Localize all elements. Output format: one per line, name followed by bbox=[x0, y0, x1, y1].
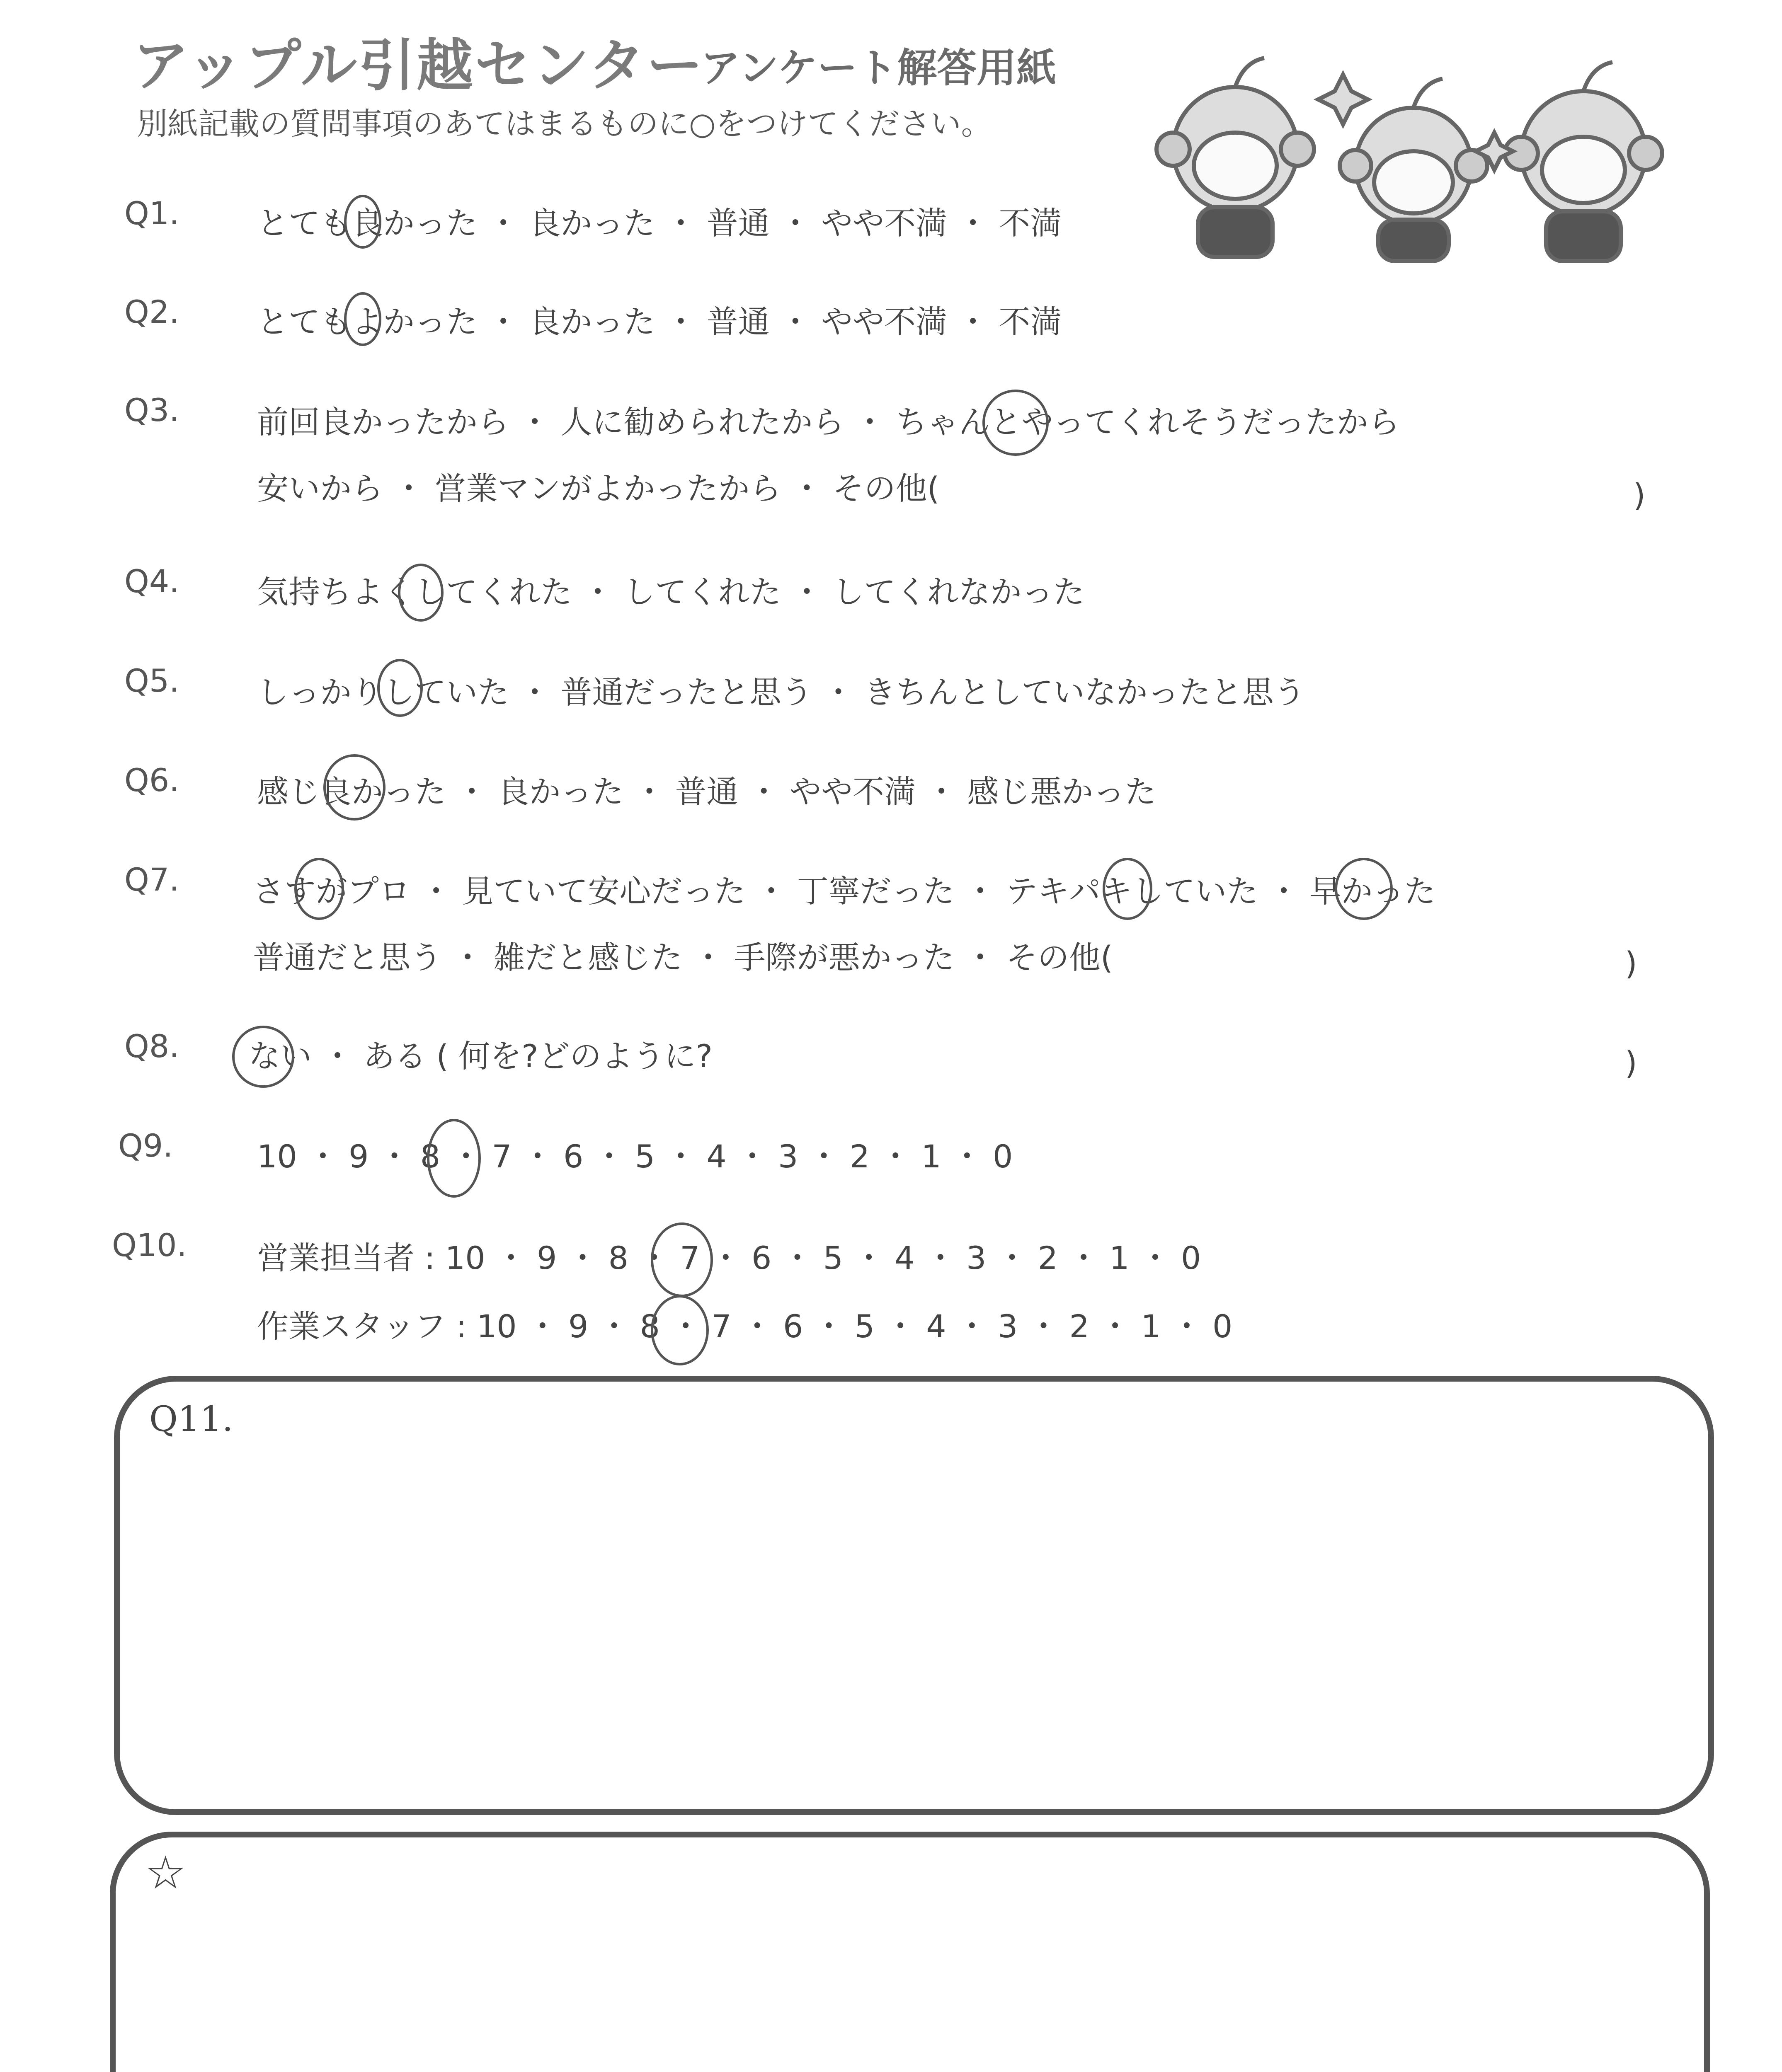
answer-mark-q7-b bbox=[1103, 858, 1152, 920]
q10-sales-scale: 営業担当者 : 10 ・ 9 ・ 8 ・ 7 ・ 6 ・ 5 ・ 4 ・ 3 ・ 2 ・ 1 ・ 0 bbox=[257, 1239, 1201, 1276]
answer-mark-q2 bbox=[344, 292, 381, 346]
q1-options: とても良かった ・ 良かった ・ 普通 ・ やや不満 ・ 不満 bbox=[257, 205, 1062, 242]
q3-close-paren: ) bbox=[1633, 477, 1646, 513]
answer-mark-q7-c bbox=[1335, 858, 1393, 920]
q6-options: 感じ良かった ・ 良かった ・ 普通 ・ やや不満 ・ 感じ悪かった bbox=[257, 773, 1156, 810]
q9-label: Q9. bbox=[118, 1127, 173, 1164]
form-subtitle: アンケート解答用紙 bbox=[701, 45, 1057, 91]
answer-mark-q8 bbox=[232, 1026, 294, 1088]
q8-close-paren: ) bbox=[1625, 1044, 1637, 1081]
answer-mark-q4 bbox=[398, 564, 444, 622]
q7-options-line1: さすがプロ ・ 見ていて安心だった ・ 丁寧だった ・ テキパキしていた ・ 早かった bbox=[253, 873, 1436, 910]
q7-label: Q7. bbox=[124, 861, 179, 898]
q4-label: Q4. bbox=[124, 563, 179, 600]
answer-mark-q5 bbox=[377, 659, 423, 717]
q10-staff-scale: 作業スタッフ : 10 ・ 9 ・ 8 ・ 7 ・ 6 ・ 5 ・ 4 ・ 3 ・ 2 ・ 1 ・ 0 bbox=[257, 1308, 1233, 1345]
q7-options-line2: 普通だと思う ・ 雑だと感じた ・ 手際が悪かった ・ その他( bbox=[253, 939, 1113, 976]
star-comment-box[interactable] bbox=[110, 1832, 1710, 2072]
answer-mark-q1 bbox=[344, 195, 381, 249]
q3-options-line2: 安いから ・ 営業マンがよかったから ・ その他( bbox=[257, 470, 940, 507]
answer-mark-q10-staff bbox=[651, 1295, 709, 1365]
q7-close-paren: ) bbox=[1625, 945, 1637, 982]
q10-label: Q10. bbox=[112, 1227, 187, 1264]
q6-label: Q6. bbox=[124, 762, 179, 799]
q11-label: Q11. bbox=[149, 1399, 233, 1439]
answer-mark-q6 bbox=[323, 754, 385, 821]
q3-options-line1: 前回良かったから ・ 人に勧められたから ・ ちゃんとやってくれそうだったから bbox=[257, 404, 1400, 441]
company-title: アップル引越センター bbox=[133, 33, 705, 99]
q9-scale: 10 ・ 9 ・ 8 ・ 7 ・ 6 ・ 5 ・ 4 ・ 3 ・ 2 ・ 1 ・ 0 bbox=[257, 1138, 1013, 1175]
answer-mark-q7-a bbox=[294, 858, 344, 920]
answer-mark-q9 bbox=[427, 1119, 481, 1198]
monkey-mascots-illustration bbox=[1152, 41, 1712, 265]
instruction-text: 別紙記載の質問事項のあてはまるものに○をつけてください。 bbox=[137, 106, 992, 142]
answer-mark-q10-sales bbox=[651, 1222, 713, 1297]
star-label: ☆ bbox=[145, 1846, 186, 1899]
q11-comment-box[interactable] bbox=[114, 1376, 1714, 1815]
q2-options: とてもよかった ・ 良かった ・ 普通 ・ やや不満 ・ 不満 bbox=[257, 303, 1062, 340]
q5-label: Q5. bbox=[124, 662, 179, 699]
q8-label: Q8. bbox=[124, 1028, 179, 1065]
q3-label: Q3. bbox=[124, 392, 179, 428]
answer-mark-q3 bbox=[982, 390, 1049, 456]
q8-options: ない ・ ある ( 何を?どのように? bbox=[249, 1038, 713, 1075]
q4-options: 気持ちよくしてくれた ・ してくれた ・ してくれなかった bbox=[257, 574, 1085, 610]
q5-options: しっかりしていた ・ 普通だったと思う ・ きちんとしていなかったと思う bbox=[257, 674, 1305, 711]
q1-label: Q1. bbox=[124, 195, 179, 232]
q2-label: Q2. bbox=[124, 293, 179, 330]
